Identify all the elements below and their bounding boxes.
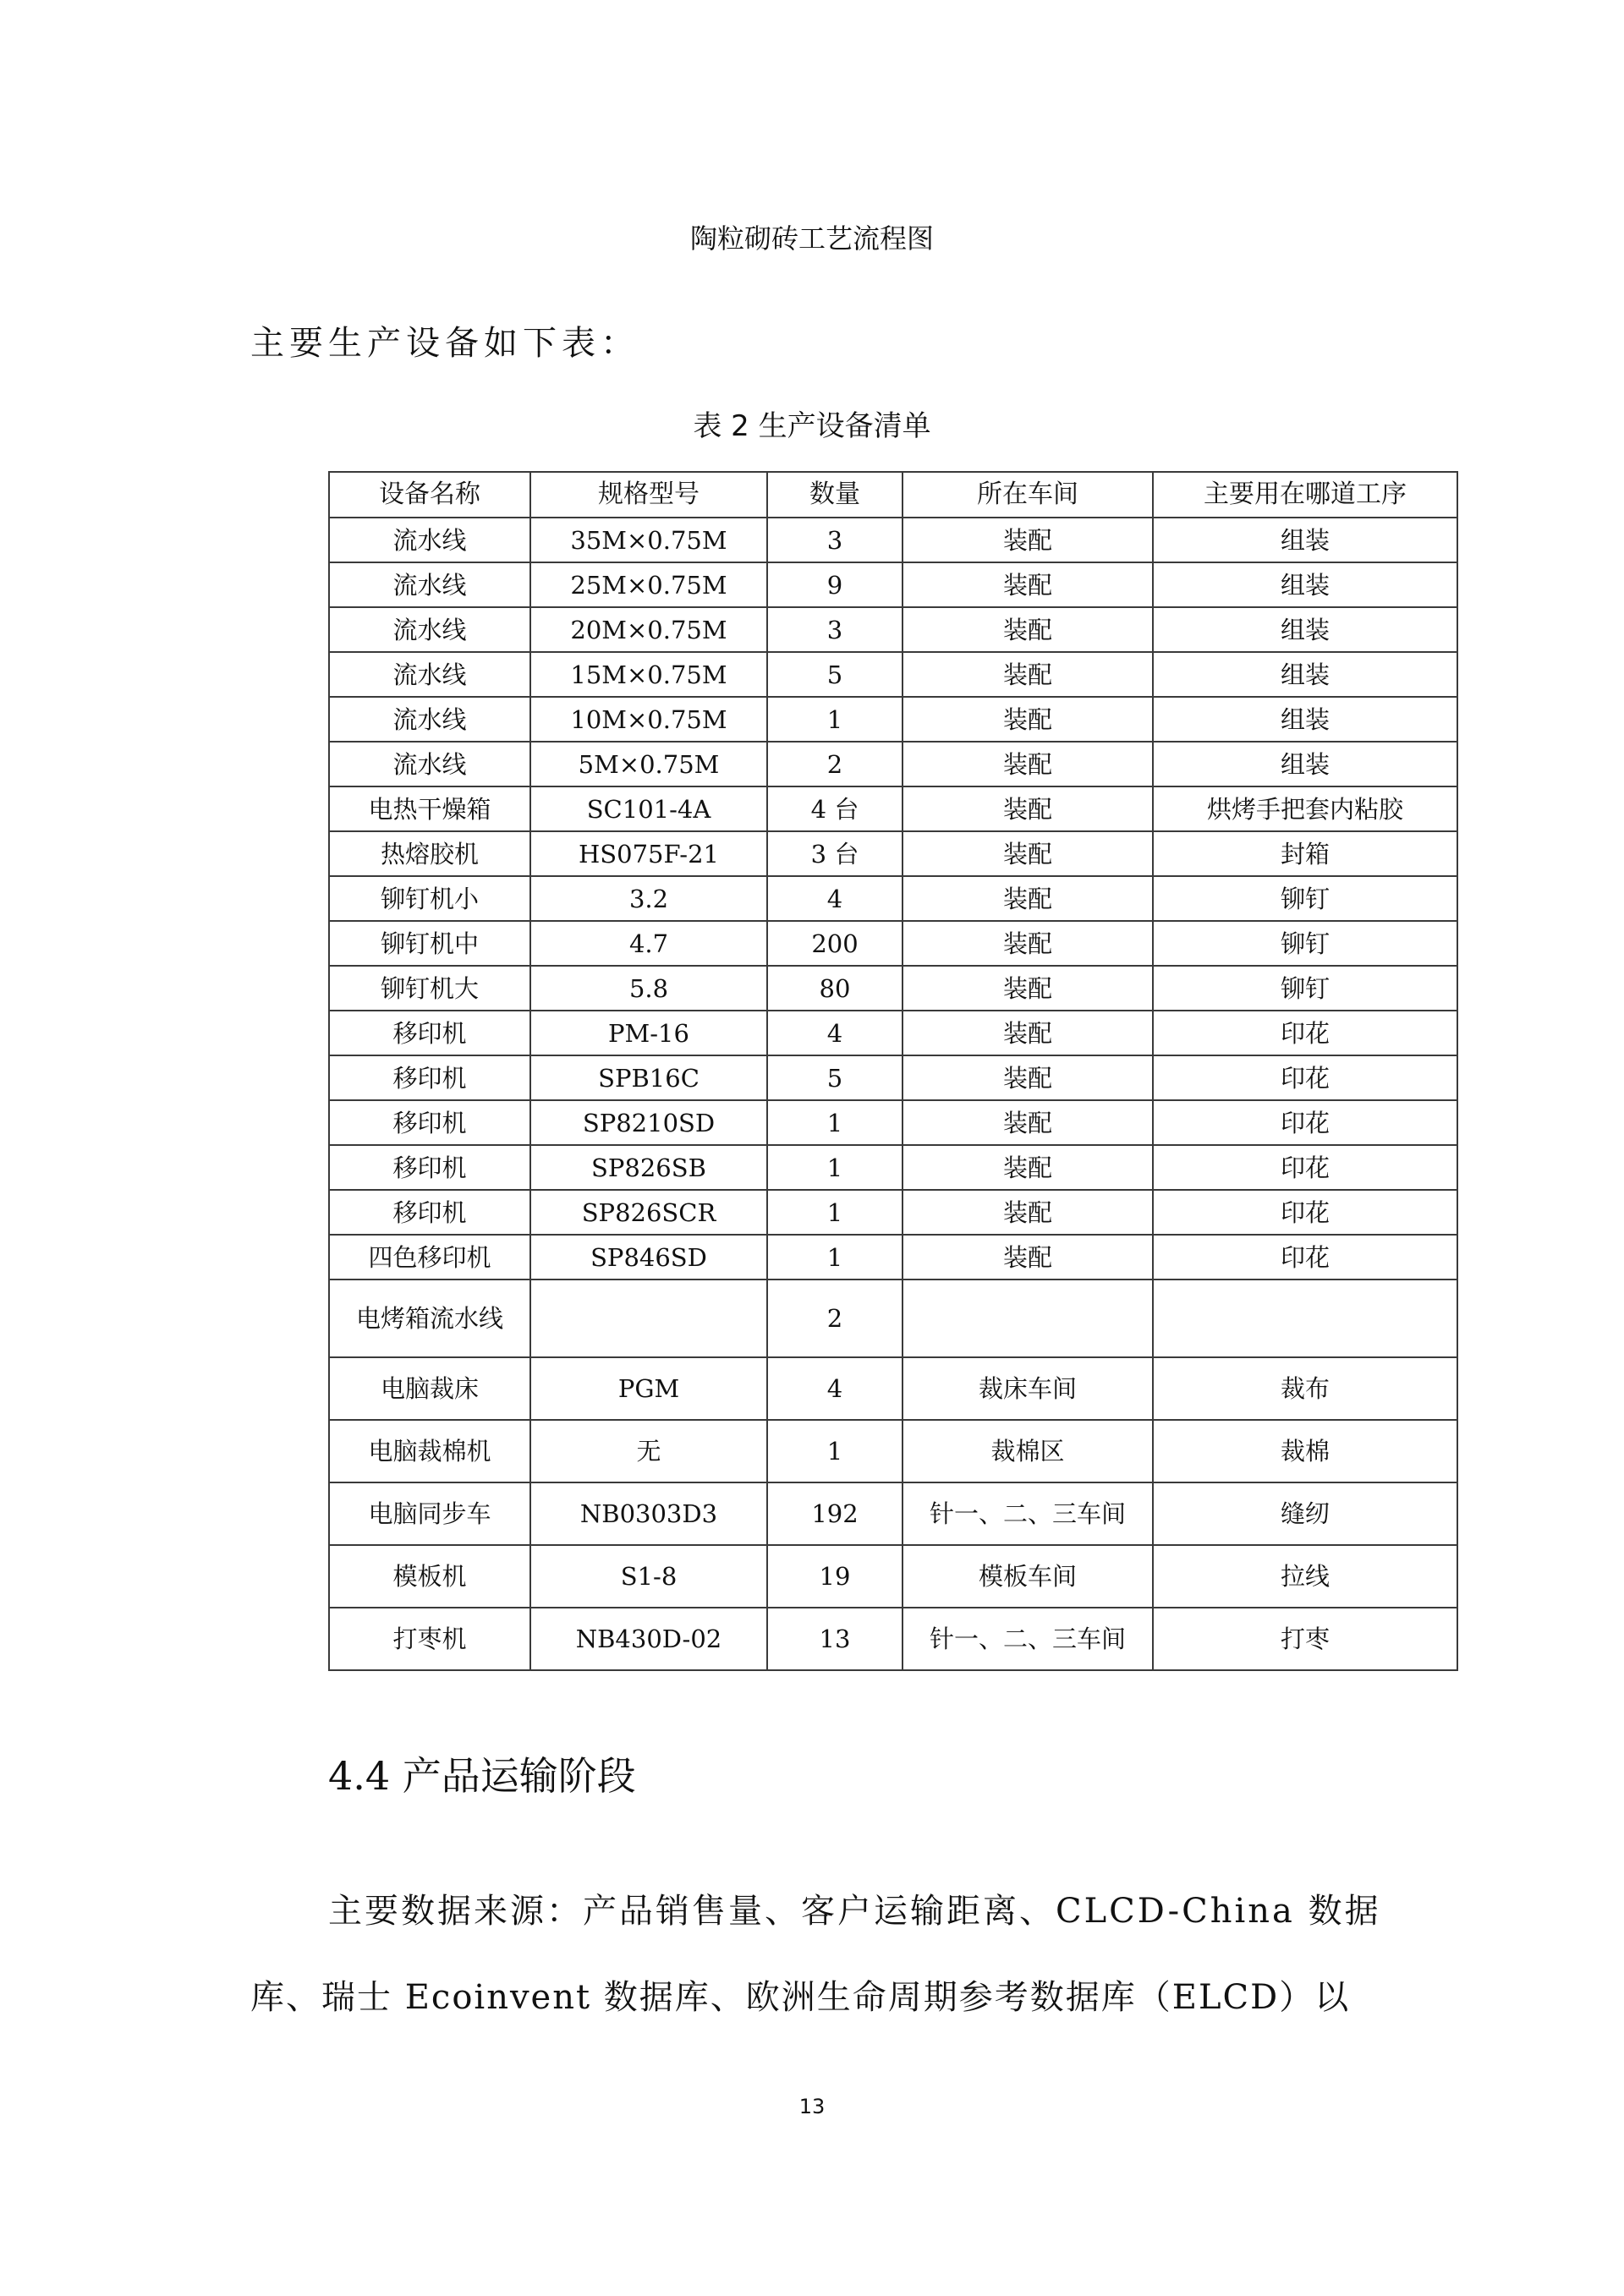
- cell-workshop: 装配: [903, 607, 1153, 652]
- cell-workshop: 装配: [903, 1235, 1153, 1280]
- cell-process: 铆钉: [1153, 876, 1457, 921]
- cell-equipment-name: 流水线: [329, 562, 530, 607]
- cell-quantity: 80: [767, 966, 903, 1011]
- cell-quantity: 4 台: [767, 786, 903, 831]
- cell-workshop: 裁棉区: [903, 1420, 1153, 1482]
- cell-quantity: 1: [767, 1145, 903, 1190]
- cell-process: [1153, 1280, 1457, 1357]
- table-row: [329, 697, 1457, 742]
- cell-process: 组装: [1153, 652, 1457, 697]
- cell-equipment-name: 流水线: [329, 742, 530, 786]
- table-header-row: [329, 472, 1457, 518]
- cell-equipment-name: 移印机: [329, 1011, 530, 1055]
- cell-spec-model: NB0303D3: [530, 1482, 767, 1545]
- cell-quantity: 1: [767, 1100, 903, 1145]
- cell-equipment-name: 热熔胶机: [329, 831, 530, 876]
- cell-equipment-name: 打枣机: [329, 1608, 530, 1670]
- table-row: [329, 742, 1457, 786]
- cell-spec-model: SPB16C: [530, 1055, 767, 1100]
- equipment-table: [328, 471, 1458, 1671]
- cell-equipment-name: 流水线: [329, 518, 530, 562]
- cell-spec-model: 5M×0.75M: [530, 742, 767, 786]
- cell-process: 组装: [1153, 518, 1457, 562]
- cell-workshop: 装配: [903, 786, 1153, 831]
- cell-process: 印花: [1153, 1190, 1457, 1235]
- cell-equipment-name: 模板机: [329, 1545, 530, 1608]
- table-row: [329, 921, 1457, 966]
- cell-process: 烘烤手把套内粘胶: [1153, 786, 1457, 831]
- cell-spec-model: 15M×0.75M: [530, 652, 767, 697]
- header-process: 主要用在哪道工序: [1153, 472, 1457, 518]
- cell-quantity: 19: [767, 1545, 903, 1608]
- cell-equipment-name: 铆钉机中: [329, 921, 530, 966]
- cell-workshop: 装配: [903, 652, 1153, 697]
- table-row: [329, 1608, 1457, 1670]
- cell-workshop: 模板车间: [903, 1545, 1153, 1608]
- table-caption: 表 2 生产设备清单: [693, 409, 931, 443]
- page-number: 13: [798, 2095, 826, 2118]
- table-row: [329, 786, 1457, 831]
- paragraph-line: 主要数据来源：产品销售量、客户运输距离、CLCD-China 数据: [328, 1892, 1381, 1931]
- cell-spec-model: SP8210SD: [530, 1100, 767, 1145]
- cell-workshop: 装配: [903, 1190, 1153, 1235]
- table-row: [329, 1482, 1457, 1545]
- cell-workshop: 针一、二、三车间: [903, 1482, 1153, 1545]
- cell-spec-model: 无: [530, 1420, 767, 1482]
- cell-process: 打枣: [1153, 1608, 1457, 1670]
- cell-workshop: 装配: [903, 876, 1153, 921]
- section-heading: 4.4 产品运输阶段: [328, 1753, 636, 1799]
- cell-workshop: 装配: [903, 697, 1153, 742]
- table-row: [329, 652, 1457, 697]
- cell-workshop: 裁床车间: [903, 1357, 1153, 1420]
- cell-spec-model: SP826SCR: [530, 1190, 767, 1235]
- header-workshop: 所在车间: [903, 472, 1153, 518]
- cell-spec-model: 25M×0.75M: [530, 562, 767, 607]
- cell-equipment-name: 移印机: [329, 1145, 530, 1190]
- cell-process: 组装: [1153, 742, 1457, 786]
- intro-text: 主要生产设备如下表：: [250, 324, 639, 363]
- cell-equipment-name: 移印机: [329, 1055, 530, 1100]
- cell-quantity: 1: [767, 1235, 903, 1280]
- table-row: [329, 607, 1457, 652]
- cell-workshop: 装配: [903, 921, 1153, 966]
- table-row: [329, 1235, 1457, 1280]
- cell-quantity: 1: [767, 1420, 903, 1482]
- cell-process: 组装: [1153, 562, 1457, 607]
- table-row: [329, 1011, 1457, 1055]
- cell-workshop: 装配: [903, 831, 1153, 876]
- cell-spec-model: 10M×0.75M: [530, 697, 767, 742]
- cell-quantity: 1: [767, 1190, 903, 1235]
- cell-process: 裁布: [1153, 1357, 1457, 1420]
- cell-workshop: 装配: [903, 562, 1153, 607]
- cell-spec-model: PGM: [530, 1357, 767, 1420]
- cell-workshop: 针一、二、三车间: [903, 1608, 1153, 1670]
- cell-workshop: 装配: [903, 742, 1153, 786]
- cell-spec-model: 20M×0.75M: [530, 607, 767, 652]
- cell-workshop: 装配: [903, 1011, 1153, 1055]
- cell-quantity: 5: [767, 1055, 903, 1100]
- cell-workshop: 装配: [903, 1100, 1153, 1145]
- cell-quantity: 5: [767, 652, 903, 697]
- cell-quantity: 1: [767, 697, 903, 742]
- cell-equipment-name: 电脑同步车: [329, 1482, 530, 1545]
- cell-quantity: 9: [767, 562, 903, 607]
- cell-quantity: 4: [767, 876, 903, 921]
- table-row: [329, 1145, 1457, 1190]
- cell-process: 裁棉: [1153, 1420, 1457, 1482]
- cell-equipment-name: 电脑裁床: [329, 1357, 530, 1420]
- table-row: [329, 562, 1457, 607]
- cell-spec-model: 5.8: [530, 966, 767, 1011]
- table-row: [329, 831, 1457, 876]
- cell-spec-model: [530, 1280, 767, 1357]
- table-row: [329, 1280, 1457, 1357]
- cell-quantity: 200: [767, 921, 903, 966]
- cell-workshop: 装配: [903, 1145, 1153, 1190]
- cell-process: 印花: [1153, 1100, 1457, 1145]
- cell-equipment-name: 流水线: [329, 652, 530, 697]
- header-spec-model: 规格型号: [530, 472, 767, 518]
- table-row: [329, 1100, 1457, 1145]
- header-equipment-name: 设备名称: [329, 472, 530, 518]
- cell-process: 缝纫: [1153, 1482, 1457, 1545]
- cell-spec-model: S1-8: [530, 1545, 767, 1608]
- cell-workshop: 装配: [903, 966, 1153, 1011]
- cell-quantity: 2: [767, 742, 903, 786]
- cell-equipment-name: 电热干燥箱: [329, 786, 530, 831]
- cell-quantity: 13: [767, 1608, 903, 1670]
- cell-process: 印花: [1153, 1055, 1457, 1100]
- cell-spec-model: 4.7: [530, 921, 767, 966]
- cell-process: 封箱: [1153, 831, 1457, 876]
- cell-process: 铆钉: [1153, 921, 1457, 966]
- table-row: [329, 1420, 1457, 1482]
- table-row: [329, 966, 1457, 1011]
- paragraph-line: 库、瑞士 Ecoinvent 数据库、欧洲生命周期参考数据库（ELCD）以: [250, 1978, 1351, 2017]
- table-row: [329, 876, 1457, 921]
- cell-equipment-name: 铆钉机大: [329, 966, 530, 1011]
- cell-workshop: 装配: [903, 518, 1153, 562]
- cell-spec-model: 35M×0.75M: [530, 518, 767, 562]
- cell-spec-model: PM-16: [530, 1011, 767, 1055]
- cell-spec-model: 3.2: [530, 876, 767, 921]
- table-row: [329, 1055, 1457, 1100]
- cell-equipment-name: 流水线: [329, 607, 530, 652]
- cell-spec-model: HS075F-21: [530, 831, 767, 876]
- cell-equipment-name: 电烤箱流水线: [329, 1280, 530, 1357]
- table-row: [329, 1545, 1457, 1608]
- cell-process: 印花: [1153, 1235, 1457, 1280]
- cell-process: 拉线: [1153, 1545, 1457, 1608]
- cell-process: 组装: [1153, 697, 1457, 742]
- cell-equipment-name: 移印机: [329, 1190, 530, 1235]
- cell-spec-model: SC101-4A: [530, 786, 767, 831]
- cell-quantity: 2: [767, 1280, 903, 1357]
- cell-quantity: 192: [767, 1482, 903, 1545]
- cell-quantity: 4: [767, 1357, 903, 1420]
- cell-quantity: 3: [767, 518, 903, 562]
- cell-process: 印花: [1153, 1011, 1457, 1055]
- cell-equipment-name: 移印机: [329, 1100, 530, 1145]
- cell-quantity: 3: [767, 607, 903, 652]
- cell-spec-model: NB430D-02: [530, 1608, 767, 1670]
- cell-workshop: 装配: [903, 1055, 1153, 1100]
- cell-process: 组装: [1153, 607, 1457, 652]
- cell-equipment-name: 四色移印机: [329, 1235, 530, 1280]
- cell-equipment-name: 流水线: [329, 697, 530, 742]
- cell-equipment-name: 铆钉机小: [329, 876, 530, 921]
- table-row: [329, 1190, 1457, 1235]
- cell-workshop: [903, 1280, 1153, 1357]
- cell-quantity: 3 台: [767, 831, 903, 876]
- table-row: [329, 518, 1457, 562]
- header-quantity: 数量: [767, 472, 903, 518]
- cell-quantity: 4: [767, 1011, 903, 1055]
- table-row: [329, 1357, 1457, 1420]
- cell-process: 铆钉: [1153, 966, 1457, 1011]
- cell-process: 印花: [1153, 1145, 1457, 1190]
- cell-spec-model: SP826SB: [530, 1145, 767, 1190]
- cell-equipment-name: 电脑裁棉机: [329, 1420, 530, 1482]
- cell-spec-model: SP846SD: [530, 1235, 767, 1280]
- figure-caption: 陶粒砌砖工艺流程图: [689, 222, 934, 255]
